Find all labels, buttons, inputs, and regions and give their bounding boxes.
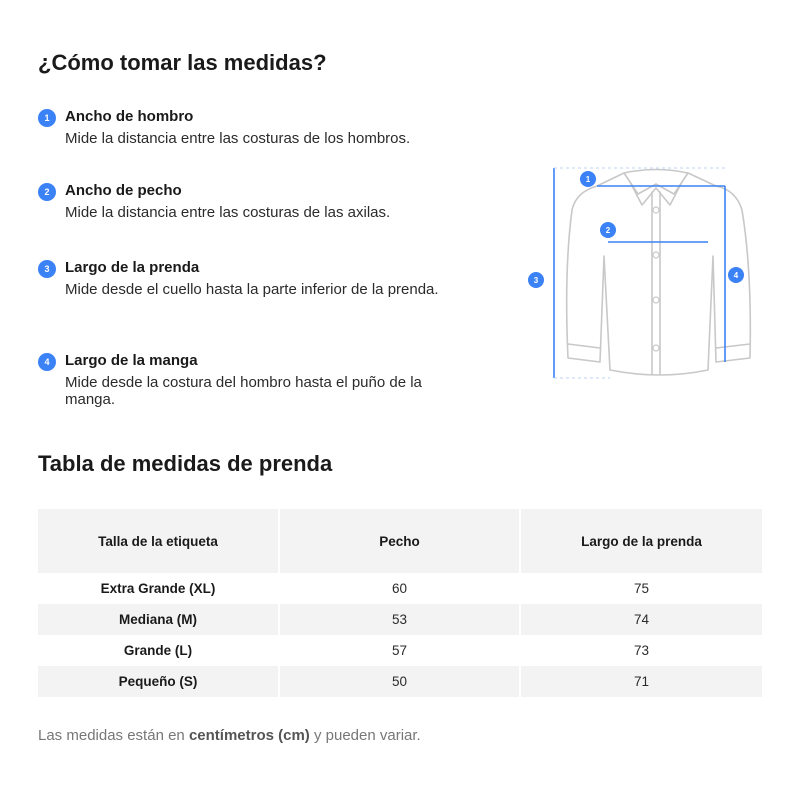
svg-text:3: 3: [533, 276, 539, 285]
marker-4: [728, 267, 744, 283]
size-cell: Extra Grande (XL): [38, 573, 279, 604]
size-cell: Grande (L): [38, 635, 279, 666]
size-chart-table: [38, 509, 762, 697]
table-row: [38, 573, 762, 604]
svg-text:2: 2: [605, 226, 611, 235]
marker-2: [600, 222, 616, 238]
chest-cell: 57: [279, 635, 520, 666]
chest-cell: 60: [279, 573, 520, 604]
step-number-badge: 4: [38, 353, 56, 371]
page-title: ¿Cómo tomar las medidas?: [38, 50, 327, 75]
step-title: Largo de la prenda: [65, 259, 200, 276]
length-cell: 71: [520, 666, 762, 697]
units-note-unit: centímetros (cm): [188, 727, 310, 744]
units-note-suffix: y pueden variar.: [309, 727, 421, 744]
chest-cell: 53: [279, 604, 520, 635]
step-title: Ancho de hombro: [65, 108, 194, 125]
step-number-badge: 2: [38, 183, 56, 201]
table-row: [38, 666, 762, 697]
table-title: Tabla de medidas de prenda: [38, 451, 333, 476]
marker-1: [580, 171, 596, 187]
shirt-outline: [567, 170, 751, 376]
column-header-size-label: Talla de la etiqueta: [38, 509, 279, 573]
svg-text:1: 1: [585, 175, 591, 184]
step-title: Largo de la manga: [65, 352, 198, 369]
step-description: Mide desde el cuello hasta la parte inferior de la prenda.: [65, 281, 439, 298]
marker-3: [528, 272, 544, 288]
size-cell: Mediana (M): [38, 604, 279, 635]
length-cell: 74: [520, 604, 762, 635]
table-row: [38, 604, 762, 635]
svg-text:4: 4: [733, 271, 739, 280]
length-cell: 73: [520, 635, 762, 666]
step-title: Ancho de pecho: [65, 182, 182, 199]
shirt-buttons: [653, 207, 659, 351]
table-header-row: [38, 509, 762, 573]
shirt-measurement-diagram: [520, 160, 760, 390]
column-header-length: Largo de la prenda: [520, 509, 762, 573]
step-description: Mide la distancia entre las costuras de las axilas.: [65, 204, 391, 221]
step-description: Mide la distancia entre las costuras de los hombros.: [65, 130, 411, 147]
length-cell: 75: [520, 573, 762, 604]
units-note-text: Las medidas están en: [38, 727, 189, 744]
table-row: [38, 635, 762, 666]
step-description: Mide desde la costura del hombro hasta el puño de la manga.: [65, 374, 422, 408]
size-cell: Pequeño (S): [38, 666, 279, 697]
column-header-chest: Pecho: [279, 509, 520, 573]
step-number-badge: 1: [38, 109, 56, 127]
chest-cell: 50: [279, 666, 520, 697]
step-number-badge: 3: [38, 260, 56, 278]
units-note: [38, 727, 421, 744]
